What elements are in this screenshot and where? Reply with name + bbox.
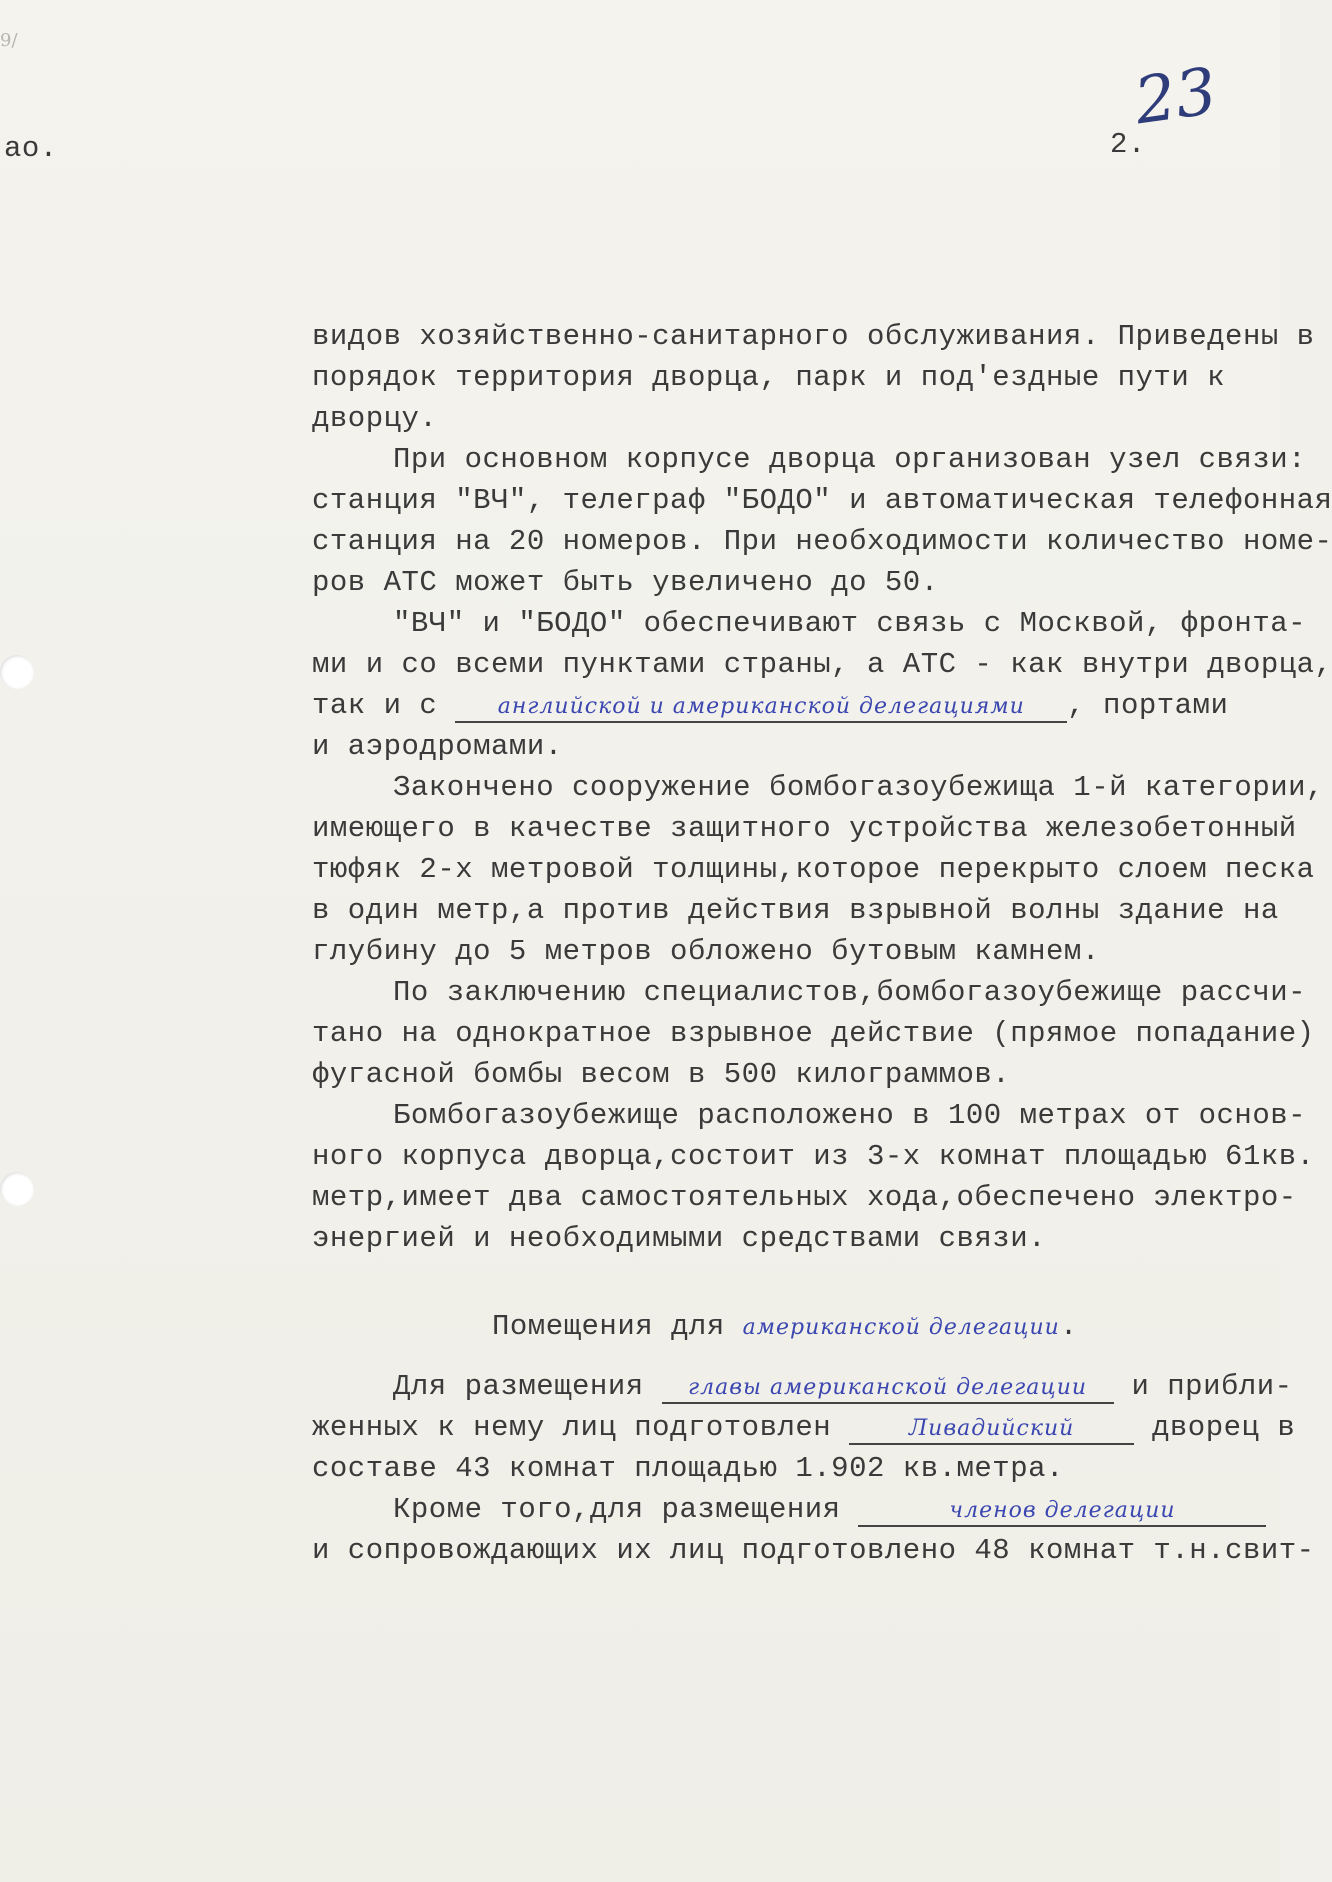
p2-line4: ров АТС может быть увеличено до 50. [312, 566, 939, 599]
p3-line4: и аэродромами. [312, 730, 563, 763]
left-margin-mark: ао. [4, 132, 58, 165]
s1-handwritten-text-1: главы американской делегации [687, 1375, 1088, 1400]
p5-line3: фугасной бомбы весом в 500 килограммов. [312, 1058, 1011, 1091]
punch-hole-bottom [0, 1172, 34, 1206]
s1-line3: составе 43 комнат площадью 1.902 кв.метра. [312, 1452, 1064, 1485]
s2-handwritten-fill [858, 1496, 1266, 1527]
s1-line1-prefix: Для размещения [393, 1370, 644, 1403]
section-heading-prefix: Помещения для [492, 1310, 725, 1343]
p6-line3: метр,имеет два самостоятельных хода,обеспечено электро- [312, 1181, 1297, 1214]
s2-handwritten-text: членов делегации [949, 1498, 1176, 1523]
p3-line1: "ВЧ" и "БОДО" обеспечивают связь с Москвой, фронта- [393, 607, 1307, 640]
s1-line1-suffix: и прибли- [1131, 1370, 1293, 1403]
p2-line3: станция на 20 номеров. При необходимости количество номе- [312, 525, 1332, 558]
section-heading [492, 1310, 1078, 1343]
p2-line1: При основном корпусе дворца организован узел связи: [393, 443, 1307, 476]
section-heading-handwritten: американской делегации [742, 1315, 1060, 1340]
p3-line3 [312, 689, 1228, 723]
p1-line1: видов хозяйственно-санитарного обслуживания. Приведены в [312, 320, 1315, 353]
p6-line4: энергией и необходимыми средствами связи. [312, 1222, 1047, 1255]
p3-line3-suffix: , портами [1067, 689, 1229, 722]
s1-handwritten-fill-1 [662, 1373, 1114, 1404]
p4-line1: Закончено сооружение бомбогазоубежища 1-й категории, [393, 771, 1324, 804]
punch-hole-top [0, 655, 34, 689]
p1-line3: дворцу. [312, 402, 438, 435]
p4-line4: в один метр,а против действия взрывной волны здание на [312, 894, 1279, 927]
s2-line1-prefix: Кроме того,для размещения [393, 1493, 841, 1526]
p3-handwritten-text: английской и американской делегациями [497, 694, 1025, 719]
page-number: 2. [1110, 128, 1146, 161]
p1-line2: порядок территория дворца, парк и под'ездные пути к [312, 361, 1226, 394]
s1-line1 [393, 1370, 1293, 1404]
p3-handwritten-fill [455, 692, 1067, 723]
s1-handwritten-text-2: Ливадийский [908, 1416, 1075, 1441]
p5-line2: тано на однократное взрывное действие (прямое попадание) [312, 1017, 1315, 1050]
p5-line1: По заключению специалистов,бомбогазоубежище рассчи- [393, 976, 1307, 1009]
p3-line3-prefix: так и с [312, 689, 438, 722]
p2-line2: станция "ВЧ", телеграф "БОДО" и автоматическая телефонная [312, 484, 1332, 517]
p4-line5: глубину до 5 метров обложено бутовым камнем. [312, 935, 1100, 968]
section-heading-suffix: . [1059, 1310, 1078, 1343]
corner-mark: 9/ [0, 30, 18, 51]
p4-line2: имеющего в качестве защитного устройства железобетонный [312, 812, 1297, 845]
s1-line2-suffix: дворец в [1152, 1411, 1296, 1444]
s1-line2 [312, 1411, 1295, 1445]
s2-line1 [393, 1493, 1266, 1527]
handwritten-folio-number: 23 [1130, 54, 1222, 140]
s1-handwritten-fill-2 [849, 1414, 1134, 1445]
p6-line1: Бомбогазоубежище расположено в 100 метрах от основ- [393, 1099, 1307, 1132]
p4-line3: тюфяк 2-х метровой толщины,которое перекрыто слоем песка [312, 853, 1315, 886]
p3-line2: ми и со всеми пунктами страны, а АТС - как внутри дворца, [312, 648, 1332, 681]
s2-line2: и сопровождающих их лиц подготовлено 48 комнат т.н.свит- [312, 1534, 1315, 1567]
s1-line2-prefix: женных к нему лиц подготовлен [312, 1411, 832, 1444]
p6-line2: ного корпуса дворца,состоит из 3-х комнат площадью 61кв. [312, 1140, 1315, 1173]
